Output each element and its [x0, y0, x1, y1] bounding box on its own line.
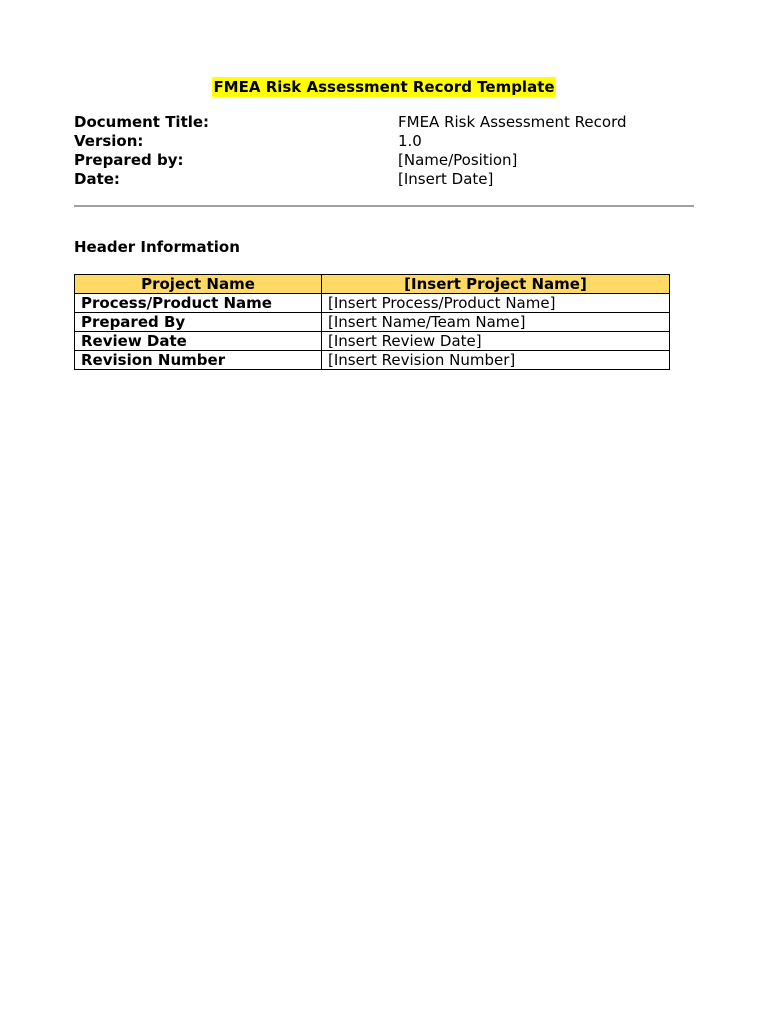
- section-heading: Header Information: [74, 238, 240, 256]
- meta-value: [Insert Date]: [398, 170, 494, 188]
- table-cell-label: Review Date: [75, 332, 322, 351]
- table-cell-value: [Insert Review Date]: [322, 332, 670, 351]
- meta-row-prepared-by: [74, 151, 694, 170]
- meta-value: 1.0: [398, 132, 422, 150]
- table-cell-value: [Insert Revision Number]: [322, 351, 670, 370]
- horizontal-divider: [74, 205, 694, 207]
- table-row: [75, 294, 670, 313]
- meta-label: Version:: [74, 132, 144, 150]
- table-row: [75, 332, 670, 351]
- meta-value: [Name/Position]: [398, 151, 518, 169]
- table-row: [75, 313, 670, 332]
- table-cell-value: [Insert Name/Team Name]: [322, 313, 670, 332]
- meta-label: Date:: [74, 170, 120, 188]
- table-cell-label: Revision Number: [75, 351, 322, 370]
- meta-label: Document Title:: [74, 113, 210, 131]
- table-header-cell: [Insert Project Name]: [322, 275, 670, 294]
- meta-row-version: [74, 132, 694, 151]
- table-header-row: [75, 275, 670, 294]
- table-cell-label: Prepared By: [75, 313, 322, 332]
- meta-row-date: [74, 170, 694, 189]
- title-container: [0, 77, 768, 97]
- meta-row-document-title: [74, 113, 694, 132]
- table-cell-value: [Insert Process/Product Name]: [322, 294, 670, 313]
- meta-label: Prepared by:: [74, 151, 184, 169]
- document-metadata: [74, 113, 694, 189]
- document-heading: FMEA Risk Assessment Record Template: [213, 78, 555, 96]
- header-information-table: [74, 274, 670, 370]
- table-cell-label: Process/Product Name: [75, 294, 322, 313]
- table-header-cell: Project Name: [75, 275, 322, 294]
- meta-value: FMEA Risk Assessment Record: [398, 113, 627, 131]
- table-row: [75, 351, 670, 370]
